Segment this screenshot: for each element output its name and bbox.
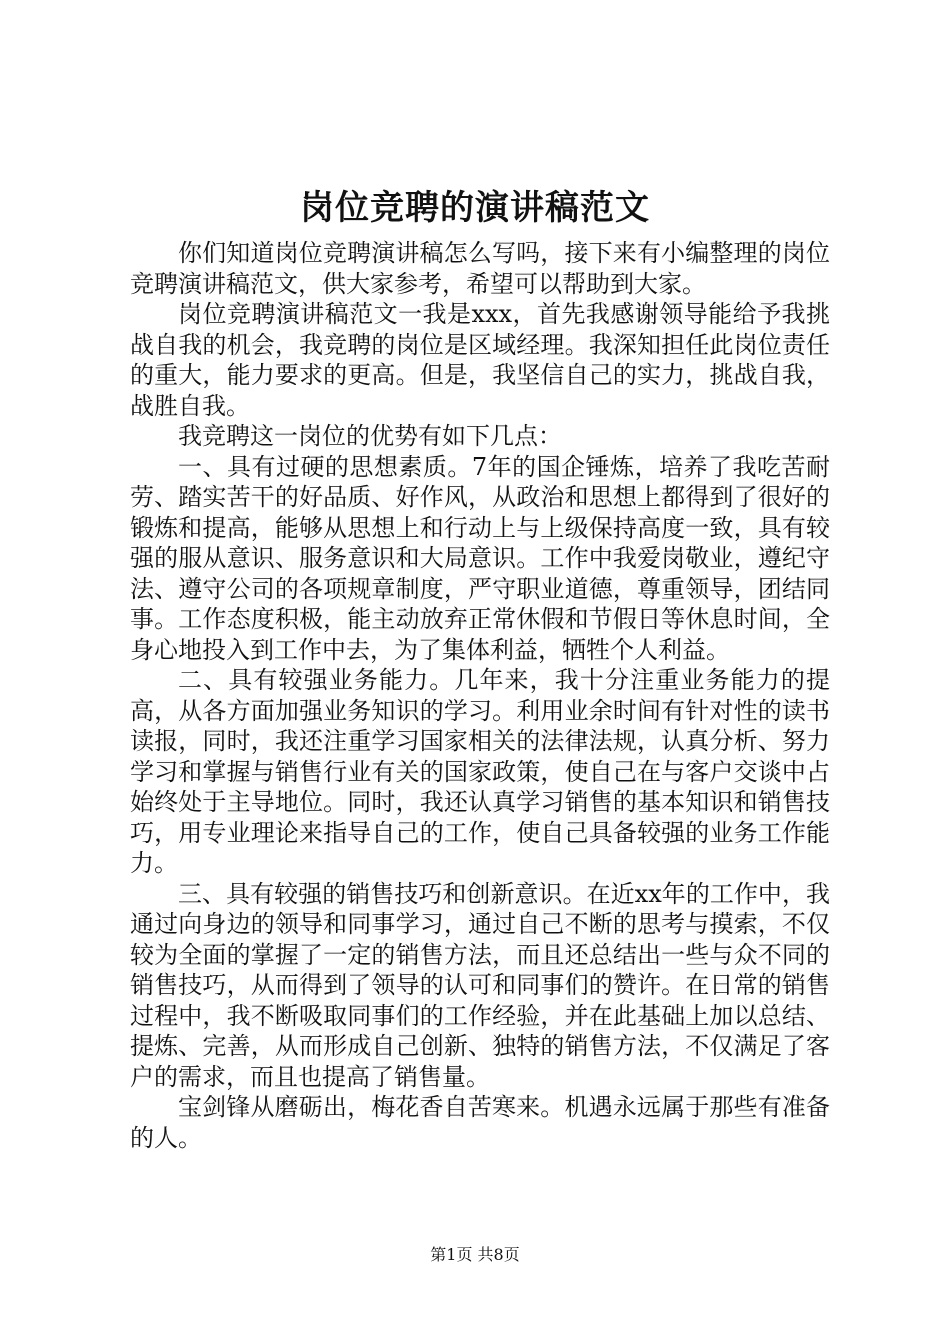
document-body <box>130 238 830 1153</box>
paragraph-point-three: 三、具有较强的销售技巧和创新意识。在近xx年的工作中，我通过向身边的领导和同事学习，通过自己不断的思考与摸索，不仅较为全面的掌握了一定的销售方法，而且还总结出一些与众不同的销售技巧，从而得到了领导的认可和同事们的赞许。在日常的销售过程中，我不断吸取同事们的工作经验，并在此基础上加以总结、提炼、完善，从而形成自己创新、独特的销售方法，不仅满足了客户的需求，而且也提高了销售量。 <box>130 879 830 1091</box>
paragraph-opening: 岗位竞聘演讲稿范文一我是xxx，首先我感谢领导能给予我挑战自我的机会，我竞聘的岗位是区域经理。我深知担任此岗位责任的重大，能力要求的更高。但是，我坚信自己的实力，挑战自我，战胜自我。 <box>130 300 830 420</box>
paragraph-intro: 你们知道岗位竞聘演讲稿怎么写吗，接下来有小编整理的岗位竞聘演讲稿范文，供大家参考，希望可以帮助到大家。 <box>130 239 830 298</box>
paragraph-point-one: 一、具有过硬的思想素质。7年的国企锤炼，培养了我吃苦耐劳、踏实苦干的好品质、好作风，从政治和思想上都得到了很好的锻炼和提高，能够从思想上和行动上与上级保持高度一致，具有较强的服从意识、服务意识和大局意识。工作中我爱岗敬业，遵纪守法、遵守公司的各项规章制度，严守职业道德，尊重领导，团结同事。工作态度积极，能主动放弃正常休假和节假日等休息时间，全身心地投入到工作中去，为了集体利益，牺牲个人利益。 <box>130 452 830 664</box>
page-number-footer: 第1页 共8页 <box>430 1245 520 1264</box>
document-title: 岗位竞聘的演讲稿范文 <box>300 188 650 228</box>
paragraph-advantages-heading: 我竞聘这一岗位的优势有如下几点： <box>178 422 562 450</box>
paragraph-closing: 宝剑锋从磨砺出，梅花香自苦寒来。机遇永远属于那些有准备的人。 <box>130 1093 830 1152</box>
paragraph-point-two: 二、具有较强业务能力。几年来，我十分注重业务能力的提高，从各方面加强业务知识的学习。利用业余时间有针对性的读书读报，同时，我还注重学习国家相关的法律法规，认真分析、努力学习和掌握与销售行业有关的国家政策，使自己在与客户交谈中占始终处于主导地位。同时，我还认真学习销售的基本知识和销售技巧，用专业理论来指导自己的工作，使自己具备较强的业务工作能力。 <box>130 666 830 877</box>
